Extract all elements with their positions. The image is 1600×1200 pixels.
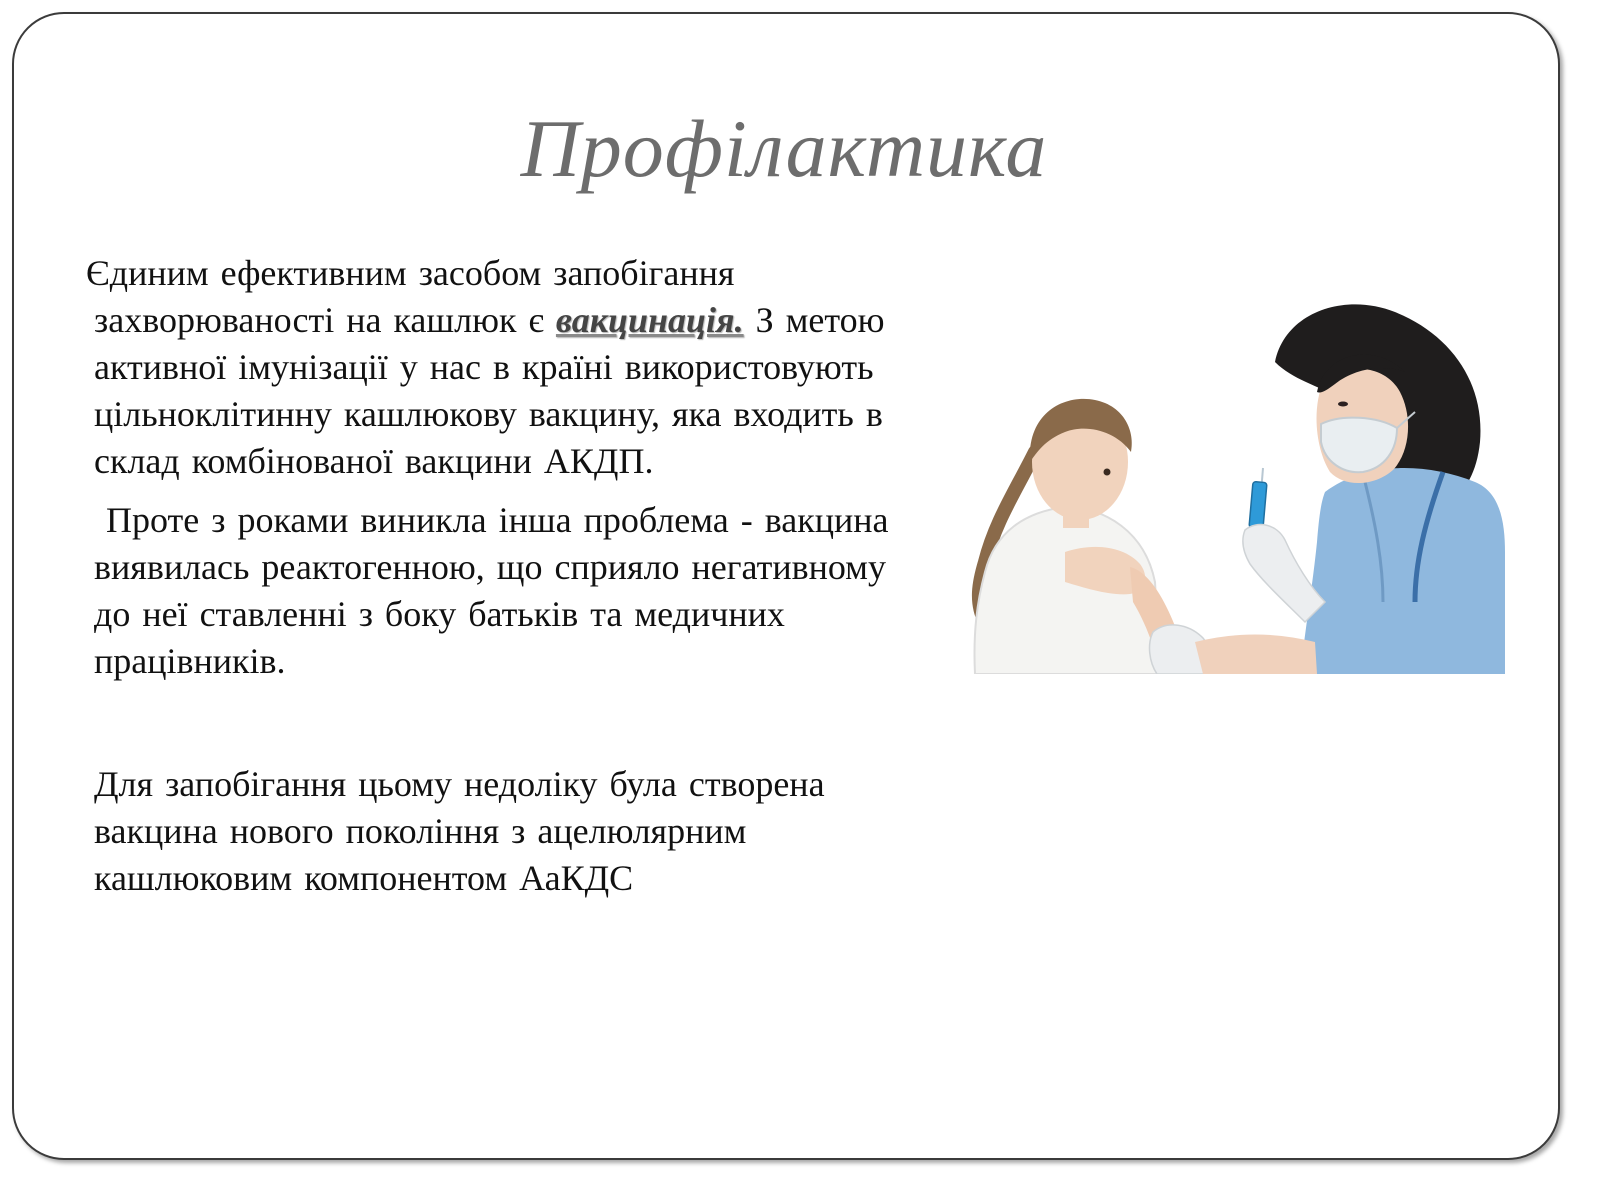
girl-neck <box>1063 510 1089 528</box>
nurse-glove-right <box>1243 525 1325 622</box>
girl-eye <box>1104 469 1111 476</box>
paragraph-vaccination <box>86 250 894 485</box>
nurse-scrubs <box>1300 468 1505 674</box>
paragraph-1-text-start: Єдиним ефективним засобом запобігання захворюваності на кашлюк є <box>86 253 735 340</box>
vaccination-illustration <box>945 302 1505 674</box>
syringe-icon <box>1249 481 1267 528</box>
nurse-forearm <box>1195 635 1317 675</box>
paragraph-problem: Проте з роками виникла інша проблема - вакцина виявилась реактогенною, що сприяло негативному до неї ставленні з боку батьків та медичних працівників. <box>94 500 889 681</box>
emphasis-vaccination: вакцинація. <box>555 300 744 340</box>
paragraph-new-vaccine: Для запобігання цьому недоліку була створена вакцина нового покоління з ацелюлярним кашлюковим компонентом АаКДС <box>94 764 825 898</box>
slide-title: Профілактика <box>520 103 1048 194</box>
nurse-eye <box>1338 402 1348 407</box>
slide-body <box>86 250 894 914</box>
paragraph-1-text-end: З метою активної імунізації у нас в країні використовують цільноклітинну кашлюкову вакцину, яка входить в склад комбінованої вакцини АКДП. <box>94 300 885 481</box>
vaccination-photo-icon <box>945 302 1505 674</box>
